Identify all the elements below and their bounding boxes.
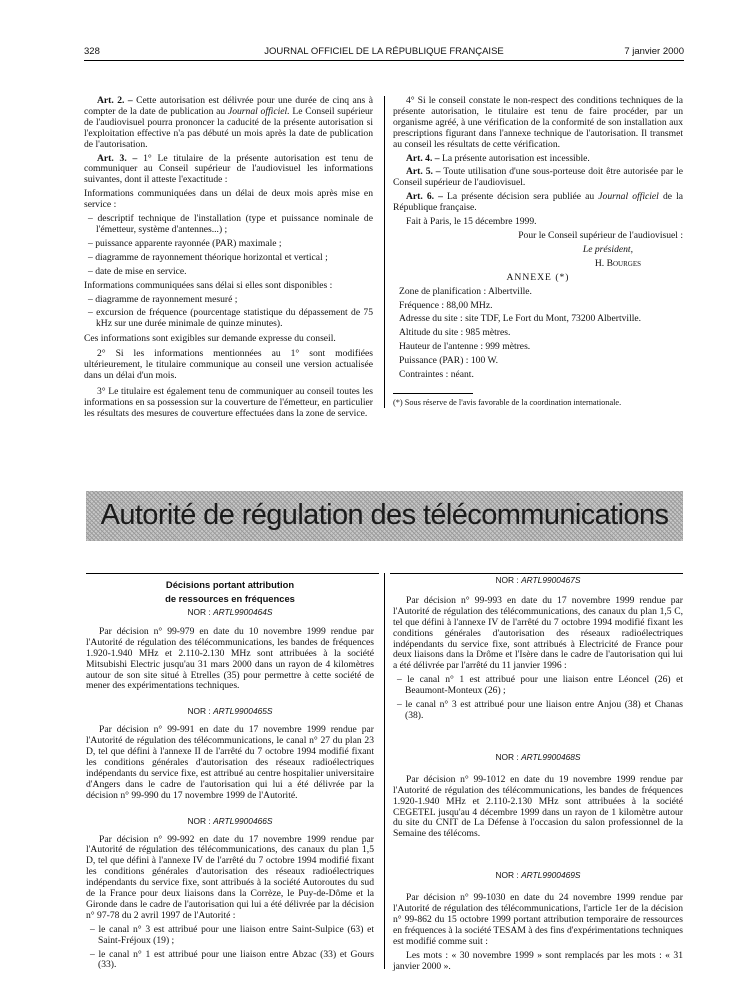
paragraph-2: 2° Si les informations mentionnées au 1° sont modifiées ultérieurement, le titulaire communique au conseil une version actualisée dans un délai d'un mois. bbox=[84, 348, 373, 381]
info-no-delay: Informations communiquées sans délai si elles sont disponibles : bbox=[84, 279, 333, 291]
paragraph-3: 3° Le titulaire est également tenu de communiquer au conseil toutes les informations en sa possession sur la couverture de l'émetteur, en particulier les résultats des mesures de couverture effectuées dans la zone de service. bbox=[84, 385, 373, 419]
annexe-details bbox=[393, 287, 683, 381]
upper-right-column bbox=[393, 96, 683, 411]
box-rule-right bbox=[390, 573, 683, 574]
signature-line: Pour le Conseil supérieur de l'audiovisuel : bbox=[518, 229, 683, 241]
list-item: – diagramme de rayonnement théorique horizontal et vertical ; bbox=[88, 251, 328, 263]
list-item: – le canal n° 1 est attribué pour une liaison entre Léoncel (26) et Beaumont-Monteux (26) ; bbox=[397, 674, 683, 697]
list-item: – date de mise en service. bbox=[88, 265, 187, 277]
list-item: – le canal n° 3 est attribué pour une liaison entre Saint-Sulpice (63) et Saint-Fréjoux (19) ; bbox=[90, 923, 374, 946]
nor-reference: NOR : ARTL9900464S bbox=[187, 607, 273, 617]
article-3: Art. 3. – 1° Le titulaire de la présente autorisation est tenu de communiquer au Conseil supérieur de l'audiovisuel les informations suivantes, dont il atteste l'exactitude : bbox=[84, 152, 373, 186]
box-rule-left bbox=[86, 573, 379, 574]
column-divider-lower bbox=[384, 573, 385, 969]
list-item: – excursion de fréquence (pourcentage statistique du dépassement de 75 kHz sur une durée minimale de quinze minutes). bbox=[88, 307, 373, 330]
section-banner bbox=[86, 491, 683, 541]
article-5: Art. 5. – Toute utilisation d'une sous-porteuse doit être autorisée par le Conseil supérieur de l'audiovisuel. bbox=[393, 166, 683, 189]
section-title-line-2: de ressources en fréquences bbox=[165, 592, 295, 604]
nor-reference: NOR : ARTL9900466S bbox=[187, 815, 273, 826]
banner-title: Autorité de régulation des télécommunications bbox=[100, 499, 669, 531]
list-item: – le canal n° 3 est attribué pour une liaison entre Anjou (38) et Chanas (38). bbox=[397, 699, 683, 721]
annexe-line: Puissance (PAR) : 100 W. bbox=[399, 355, 499, 367]
annexe-title: ANNEXE (*) bbox=[506, 271, 570, 283]
decision-99-979: Par décision n° 99-979 en date du 10 novembre 1999 rendue par l'Autorité de régulation des télécommunications, les bandes de fréquences 1.920-1.940 MHz et 2.110-2.130 MHz sont attribuées à la société Mitsubishi Electric jusqu'au 31 mars 2000 dans un rayon de 4 kilomètres autour de son site situé à Etrelles (35) pour permettre à cette société de mener des expérimentations techniques. bbox=[86, 625, 374, 692]
decision-99-1012: Par décision n° 99-1012 en date du 19 novembre 1999 rendue par l'Autorité de régulation des télécommunications, les bandes de fréquences 1.920-1.940 MHz et 2.110-2.130 MHz sont attribuées à la société CEGETEL jusqu'au 4 décembre 1999 dans un rayon de 1 kilomètre autour du site du CNIT de La Défense à l'occasion du salon professionnel de la Semaine des télécoms. bbox=[393, 773, 683, 840]
decision-99-1030: Par décision n° 99-1030 en date du 24 novembre 1999 rendue par l'Autorité de régulation des télécommunications, l'article 1er de la décision n° 99-862 du 15 octobre 1999 portant attribution temporaire de ressources en fréquences à la société TESAM à des fins d'expérimentations techniques est modifié comme suit : bbox=[393, 892, 683, 947]
list-item: – descriptif technique de l'installation (type et puissance nominale de l'émetteur, système d'antennes...) ; bbox=[88, 213, 373, 235]
annexe-line: Zone de planification : Albertville. bbox=[399, 285, 532, 297]
footnote-rule bbox=[393, 393, 473, 394]
lower-left-column bbox=[86, 580, 374, 974]
footnote: (*) Sous réserve de l'avis favorable de la coordination internationale. bbox=[393, 397, 622, 407]
annexe-line: Adresse du site : site TDF, Le Fort du Mont, 73200 Albertville. bbox=[399, 313, 642, 325]
annexe-line: Fréquence : 88,00 MHz. bbox=[399, 299, 493, 311]
lower-right-column bbox=[393, 575, 683, 975]
page-number: 328 bbox=[84, 46, 100, 57]
signature-role: Le président, bbox=[582, 243, 633, 255]
decision-99-992: Par décision n° 99-992 en date du 17 novembre 1999 rendue par l'Autorité de régulation des télécommunications, des canaux du plan 1,5 D, tel que défini à l'annexe IV de l'arrêté du 7 octobre 1994 modifié fixant les conditions générales d'autorisation des réseaux radioélectriques indépendants du service fixe, sont attribués à la société Autoroutes du sud de la France pour deux liaisons dans la Corrèze, le Puy-de-Dôme et la Gironde dans le cadre de l'autorisation qui lui a été délivrée par la décision n° 97-78 du 2 avril 1997 de l'Autorité : bbox=[86, 833, 374, 921]
journal-title: JOURNAL OFFICIEL DE LA RÉPUBLIQUE FRANÇAISE bbox=[264, 46, 504, 57]
upper-left-column bbox=[84, 96, 373, 423]
page-header bbox=[84, 46, 684, 61]
nor-reference: NOR : ARTL9900468S bbox=[495, 751, 581, 762]
annexe-line: Altitude du site : 985 mètres. bbox=[399, 327, 511, 339]
issue-date: 7 janvier 2000 bbox=[624, 46, 684, 57]
list-item: – diagramme de rayonnement mesuré ; bbox=[88, 293, 238, 305]
signature-date: Fait à Paris, le 15 décembre 1999. bbox=[406, 216, 537, 228]
list-item: – le canal n° 1 est attribué pour une liaison entre Abzac (33) et Gours (33). bbox=[90, 948, 374, 971]
paragraph-4: 4° Si le conseil constate le non-respect des conditions techniques de la présente autorisation, le titulaire est tenu de faire procéder, par un organisme agréé, à une vérification de la conformité de son installation aux prescriptions figurant dans l'annexe technique de l'autorisation. Il transmet au conseil les résultats de cette vérification. bbox=[393, 95, 683, 150]
list-item: – puissance apparente rayonnée (PAR) maximale ; bbox=[88, 237, 282, 249]
annexe-line: Contraintes : néant. bbox=[399, 369, 474, 381]
replacement-words: Les mots : « 30 novembre 1999 » sont remplacés par les mots : « 31 janvier 2000 ». bbox=[393, 949, 683, 972]
article-2: Art. 2. – Cette autorisation est délivrée pour une durée de cinq ans à compter de la date de publication au Journal officiel. Le Conseil supérieur de l'audiovisuel pourra prononcer la caducité de la présente autorisation si l'exploitation effective n'a pas débuté un mois après la date de publication de l'autorisation. bbox=[84, 95, 373, 150]
article-6: Art. 6. – La présente décision sera publiée au Journal officiel de la République française. bbox=[393, 191, 683, 214]
exigibles-paragraph: Ces informations sont exigibles sur demande expresse du conseil. bbox=[84, 333, 336, 345]
column-divider-upper bbox=[384, 96, 385, 408]
decision-99-993: Par décision n° 99-993 en date du 17 novembre 1999 rendue par l'Autorité de régulation des télécommunications, des canaux du plan 1,5 C, tel que défini à l'annexe IV de l'arrêté du 7 octobre 1994 modifié fixant les conditions générales d'autorisation des réseaux radioélectriques indépendants du service fixe, sont attribués à Electricité de France pour deux liaisons dans la Drôme et l'Isère dans le cadre de l'autorisation qui lui a été délivrée par l'arrêté du 11 janvier 1996 : bbox=[393, 594, 683, 672]
info-two-months: Informations communiquées dans un délai de deux mois après mise en service : bbox=[84, 188, 373, 211]
nor-reference: NOR : ARTL9900469S bbox=[495, 870, 581, 881]
decision-99-991: Par décision n° 99-991 en date du 17 novembre 1999 rendue par l'Autorité de régulation des télécommunications, le canal n° 27 du plan 23 D, tel que défini à l'annexe II de l'arrêté du 7 octobre 1994 modifié fixant les conditions générales d'autorisation des réseaux radioélectriques indépendants du service fixe, est attribué au centre hospitalier universitaire d'Angers dans le cadre de l'autorisation qui lui a été délivrée par la décision n° 99-990 du 17 novembre 1999 de l'Autorité. bbox=[86, 724, 374, 801]
section-title-line-1: Décisions portant attribution bbox=[165, 579, 295, 590]
nor-reference: NOR : ARTL9900465S bbox=[187, 706, 273, 717]
annexe-line: Hauteur de l'antenne : 999 mètres. bbox=[399, 341, 531, 353]
nor-reference: NOR : ARTL9900467S bbox=[495, 575, 581, 585]
article-4: Art. 4. – La présente autorisation est incessible. bbox=[406, 152, 590, 164]
signature-name: H. Bourges bbox=[594, 257, 641, 269]
